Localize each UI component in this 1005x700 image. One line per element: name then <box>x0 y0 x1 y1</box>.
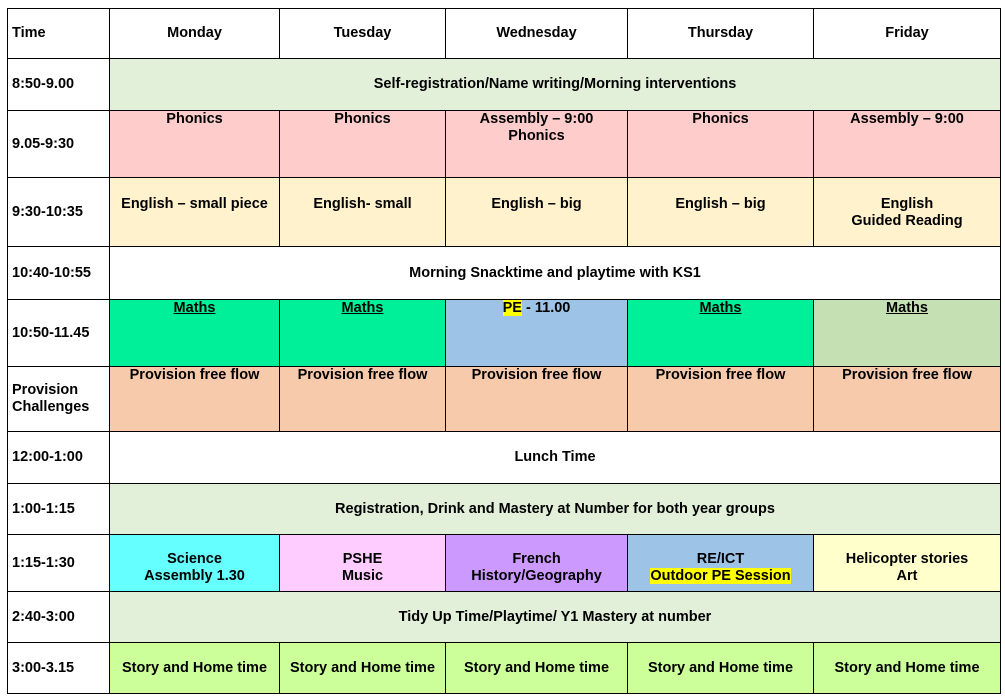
french-wednesday-cell <box>446 535 628 592</box>
time-line: Challenges <box>12 399 90 415</box>
phonics-thursday-cell: Phonics <box>628 111 814 178</box>
cell-line: French <box>512 551 561 567</box>
english-friday-cell <box>814 178 1001 247</box>
time-cell: 9.05-9:30 <box>8 111 110 178</box>
science-monday-cell <box>110 535 280 592</box>
story-friday-cell: Story and Home time <box>814 643 1001 694</box>
provision-wednesday-cell: Provision free flow <box>446 367 628 432</box>
story-thursday-cell: Story and Home time <box>628 643 814 694</box>
day-header-thursday: Thursday <box>628 9 814 59</box>
provision-monday-cell: Provision free flow <box>110 367 280 432</box>
phonics-monday-cell: Phonics <box>110 111 280 178</box>
cell-line: Helicopter stories <box>845 551 969 567</box>
maths-link: Maths <box>886 300 928 316</box>
table-row <box>8 367 1001 432</box>
provision-thursday-cell: Provision free flow <box>628 367 814 432</box>
phonics-wednesday-cell <box>446 111 628 178</box>
story-tuesday-cell: Story and Home time <box>280 643 446 694</box>
phonics-tuesday-cell: Phonics <box>280 111 446 178</box>
table-row <box>8 484 1001 535</box>
pe-wednesday-cell <box>446 300 628 367</box>
table-row <box>8 59 1001 111</box>
timetable <box>7 8 1001 694</box>
re-ict-thursday-cell <box>628 535 814 592</box>
cell-line: Art <box>896 568 918 584</box>
cell-line: PSHE <box>342 551 383 567</box>
cell-line: Science <box>167 551 222 567</box>
day-header-wednesday: Wednesday <box>446 9 628 59</box>
maths-link: Maths <box>699 300 742 316</box>
cell-line: Assembly 1.30 <box>144 568 245 584</box>
maths-link: Maths <box>341 300 384 316</box>
maths-link: Maths <box>173 300 216 316</box>
cell-line: RE/ICT <box>696 551 745 567</box>
english-monday-cell: English – small piece <box>110 178 280 247</box>
english-thursday-cell: English – big <box>628 178 814 247</box>
table-row <box>8 111 1001 178</box>
time-cell: 10:50-11.45 <box>8 300 110 367</box>
cell-line: Guided Reading <box>851 213 963 229</box>
table-row <box>8 592 1001 643</box>
table-row <box>8 300 1001 367</box>
day-header-monday: Monday <box>110 9 280 59</box>
time-line: Provision <box>12 382 79 398</box>
pe-time: - 11.00 <box>521 300 571 316</box>
cell-line: English <box>880 196 934 212</box>
english-tuesday-cell: English- small <box>280 178 446 247</box>
tidy-cell: Tidy Up Time/Playtime/ Y1 Mastery at number <box>110 592 1001 643</box>
maths-monday-cell <box>110 300 280 367</box>
helicopter-friday-cell <box>814 535 1001 592</box>
time-cell <box>8 367 110 432</box>
time-cell: 1:00-1:15 <box>8 484 110 535</box>
maths-tuesday-cell <box>280 300 446 367</box>
cell-line: Music <box>341 568 384 584</box>
outdoor-pe-highlight: Outdoor PE Session <box>650 568 791 584</box>
time-cell: 8:50-9.00 <box>8 59 110 111</box>
pshe-tuesday-cell <box>280 535 446 592</box>
story-wednesday-cell: Story and Home time <box>446 643 628 694</box>
table-row <box>8 178 1001 247</box>
english-wednesday-cell: English – big <box>446 178 628 247</box>
cell-line: Phonics <box>508 128 565 144</box>
day-header-friday: Friday <box>814 9 1001 59</box>
provision-friday-cell: Provision free flow <box>814 367 1001 432</box>
drink-cell: Registration, Drink and Mastery at Number for both year groups <box>110 484 1001 535</box>
phonics-friday-cell: Assembly – 9:00 <box>814 111 1001 178</box>
cell-line: Assembly – 9:00 <box>479 111 594 127</box>
provision-tuesday-cell: Provision free flow <box>280 367 446 432</box>
time-cell: 9:30-10:35 <box>8 178 110 247</box>
time-header: Time <box>8 9 110 59</box>
time-cell: 3:00-3.15 <box>8 643 110 694</box>
header-row <box>8 9 1001 59</box>
story-monday-cell: Story and Home time <box>110 643 280 694</box>
time-cell: 1:15-1:30 <box>8 535 110 592</box>
time-cell: 2:40-3:00 <box>8 592 110 643</box>
cell-line: History/Geography <box>471 568 602 584</box>
cell-line <box>632 568 809 585</box>
pe-highlight: PE <box>502 300 522 316</box>
table-row <box>8 535 1001 592</box>
registration-cell: Self-registration/Name writing/Morning interventions <box>110 59 1001 111</box>
snacktime-cell: Morning Snacktime and playtime with KS1 <box>110 247 1001 300</box>
maths-thursday-cell <box>628 300 814 367</box>
table-row <box>8 432 1001 484</box>
maths-friday-cell <box>814 300 1001 367</box>
table-row <box>8 247 1001 300</box>
lunch-cell: Lunch Time <box>110 432 1001 484</box>
time-cell: 12:00-1:00 <box>8 432 110 484</box>
table-row <box>8 643 1001 694</box>
day-header-tuesday: Tuesday <box>280 9 446 59</box>
time-cell: 10:40-10:55 <box>8 247 110 300</box>
